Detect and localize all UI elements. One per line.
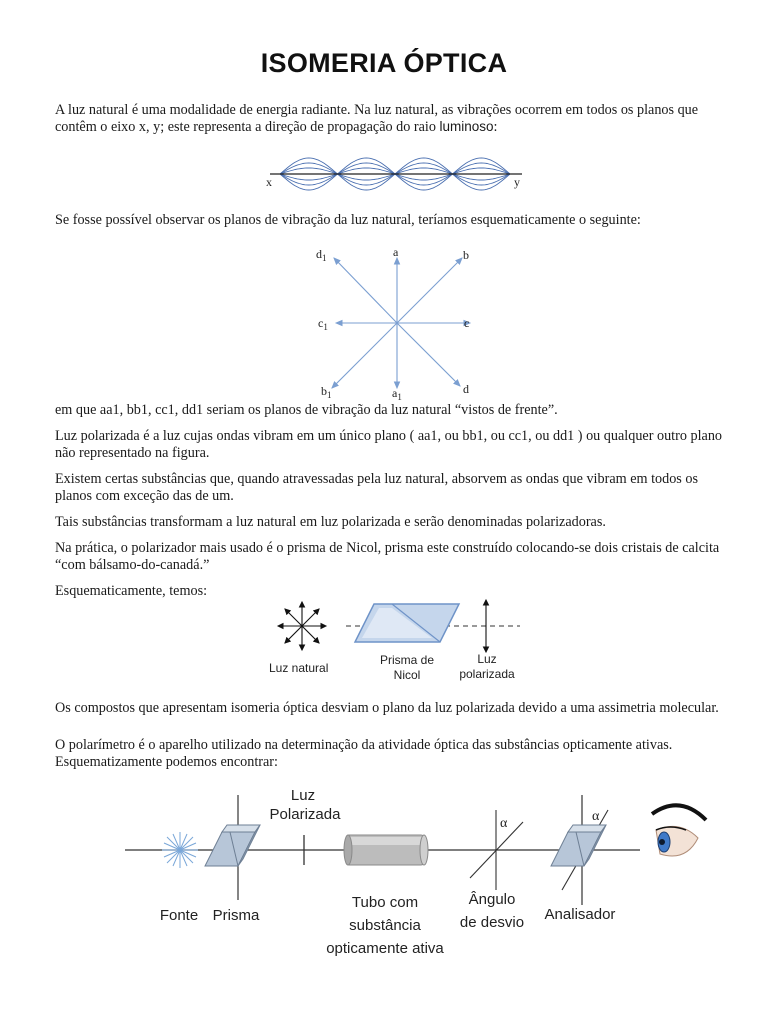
paragraph-luz-natural xyxy=(55,102,735,135)
paragraph-esquematizamente: Esquematizamente podemos encontrar: xyxy=(55,754,278,770)
label-c1: $c_1$ xyxy=(318,316,328,332)
arrow-d1 xyxy=(334,258,397,323)
observer-eye-icon xyxy=(652,805,706,856)
label-luz-natural: Luz natural xyxy=(269,661,329,675)
p1-colon: : xyxy=(493,118,498,135)
paragraph-polarizadoras: Tais substâncias transformam a luz natural em luz polarizada e serão denominadas polarizadoras. xyxy=(55,514,606,530)
alpha-symbol-analyzer: α xyxy=(592,809,600,824)
p1-luminoso: luminoso xyxy=(439,118,494,134)
label-d: d xyxy=(463,382,469,396)
label-d1: $d_1$ xyxy=(316,247,327,263)
paragraph-luz-polarizada: Luz polarizada é a luz cujas ondas vibram em um único plano ( aa1, ou bb1, ou cc1, ou dd1 ) ou qualquer outro plano não representado na figura. xyxy=(55,428,723,461)
label-luz: Luz xyxy=(477,652,497,666)
arrow-b xyxy=(397,258,462,323)
polarizer-prism xyxy=(205,825,260,866)
label-de-desvio: de desvio xyxy=(459,914,525,931)
paragraph-esquematicamente: Esquematicamente, temos: xyxy=(55,583,208,599)
label-b1: $b_1$ xyxy=(321,384,332,400)
label-c: c xyxy=(464,316,470,330)
wave-y-label: y xyxy=(514,175,520,189)
label-opticamente-ativa: opticamente ativa xyxy=(326,940,444,957)
label-fonte: Fonte xyxy=(159,907,199,924)
paragraph-nicol: Na prática, o polarizador mais usado é o prisma de Nicol, prisma este construído colocando-se dois cristais de calcita “com bálsamo-do-canadá.” xyxy=(55,540,720,573)
label-tubo-com: Tubo com xyxy=(351,894,419,911)
paragraph-planos: Se fosse possível observar os planos de vibração da luz natural, teríamos esquematicamente o seguinte: xyxy=(55,212,641,228)
nicol-prism-figure xyxy=(262,592,532,684)
label-substancia: substância xyxy=(349,917,421,934)
label-luz-polarizada-2: Polarizada xyxy=(269,806,341,823)
wave-figure xyxy=(260,150,540,195)
nicol-prism xyxy=(355,604,459,642)
wave-x-label: x xyxy=(266,175,272,189)
polarimeter-figure xyxy=(120,780,720,970)
paragraph-compostos: Os compostos que apresentam isomeria óptica desviam o plano da luz polarizada devido a uma assimetria molecular. xyxy=(55,700,719,716)
paragraph-polarimetro: O polarímetro é o aparelho utilizado na determinação da atividade óptica das substâncias opticamente ativas. xyxy=(55,737,673,753)
sample-tube xyxy=(344,835,428,865)
label-analisador: Analisador xyxy=(544,906,616,923)
light-source-star xyxy=(162,832,198,868)
page-title: ISOMERIA ÓPTICA xyxy=(260,48,508,78)
label-prisma-de: Prisma de xyxy=(379,653,435,667)
label-prisma: Prisma xyxy=(212,907,260,924)
paragraph-substancias: Existem certas substâncias que, quando atravessadas pela luz natural, absorvem as ondas que vibram em todos os planos com exceção das de um. xyxy=(55,471,698,504)
paragraph-planos-vistos: em que aa1, bb1, cc1, dd1 seriam os planos de vibração da luz natural “vistos de frente”. xyxy=(55,402,558,418)
alpha-symbol-angle: α xyxy=(500,816,508,831)
arrow-d xyxy=(397,323,460,386)
label-nicol: Nicol xyxy=(393,668,421,682)
label-a1: $a_1$ xyxy=(392,386,402,402)
analyzer-prism xyxy=(551,825,606,866)
label-angulo: Ângulo xyxy=(468,891,516,908)
p1-main-text: A luz natural é uma modalidade de energia radiante. Na luz natural, as vibrações ocorrem em todos os planos que contêm o eixo x, y; este representa a direção de propagação do raio xyxy=(55,102,699,135)
label-polarizada: polarizada xyxy=(459,667,515,681)
label-luz-polarizada-1: Luz xyxy=(290,787,316,804)
natural-light-star xyxy=(278,602,326,650)
vibration-planes-figure xyxy=(300,240,500,405)
label-a: a xyxy=(393,245,399,259)
arrow-b1 xyxy=(332,323,397,388)
label-b: b xyxy=(463,248,469,262)
